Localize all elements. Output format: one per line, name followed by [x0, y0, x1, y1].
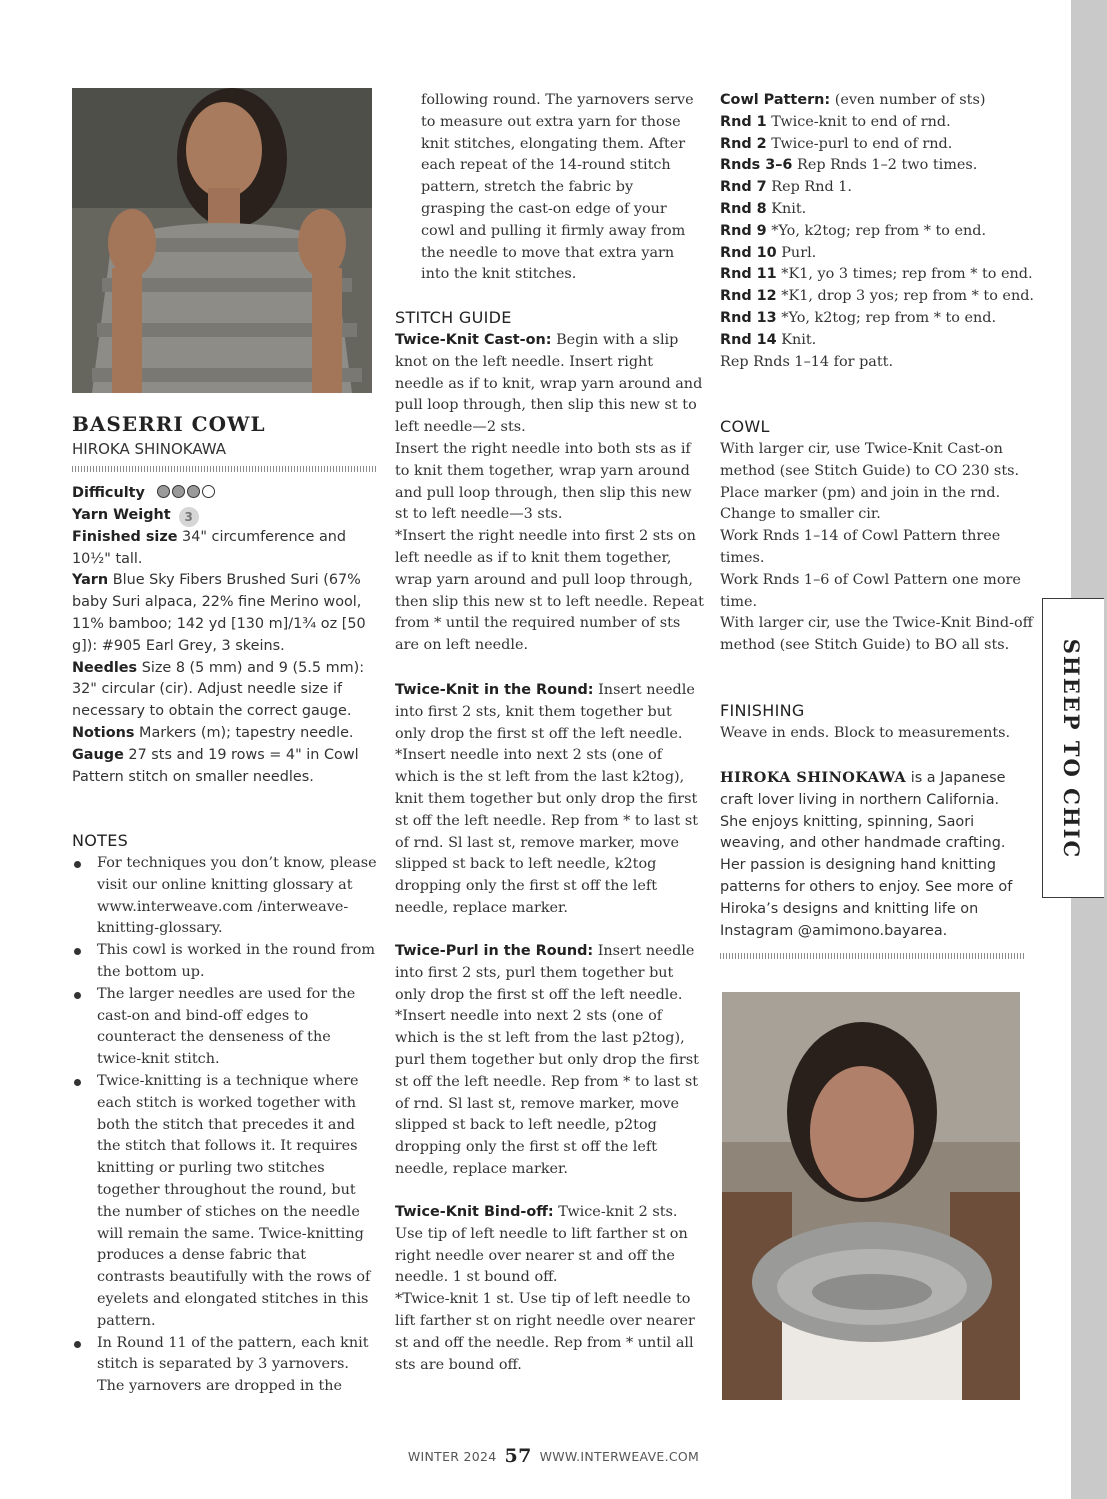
yarn-weight-icon: 3: [179, 507, 199, 527]
round-label: Rnd 9: [720, 222, 767, 239]
round-row: [720, 330, 1035, 352]
note-item: For techniques you don’t know, please visit our online knitting glossary at www.interweave.com /interweave-knitting-glossary.: [72, 853, 377, 940]
cowl-para: With larger cir, use Twice-Knit Cast-on method (see Stitch Guide) to CO 230 sts. Place marker (pm) and join in the rnd. Change to smaller cir.: [720, 441, 1020, 523]
round-row: [720, 221, 1035, 243]
round-label: Rnd 8: [720, 200, 767, 217]
notions-label: Notions: [72, 724, 135, 741]
difficulty-row: [72, 483, 372, 505]
notions-row: [72, 723, 372, 745]
cast-on-head: Twice-Knit Cast-on:: [395, 332, 552, 348]
cast-on-p2: Insert the right needle into both sts as if to knit them together, wrap yarn around and pull loop through, then slip this new st to left needle—3 sts.: [395, 440, 692, 523]
difficulty-circle-filled-icon: [172, 485, 185, 498]
bio-divider-rule: [720, 953, 1024, 959]
finished-size-row: [72, 527, 372, 571]
cowl-photo-top: [72, 88, 372, 393]
difficulty-label: Difficulty: [72, 485, 145, 501]
knit-round-section: [395, 680, 705, 920]
footer-site: WWW.INTERWEAVE.COM: [539, 1449, 700, 1464]
round-row: [720, 134, 1035, 156]
round-label: Rnd 12: [720, 288, 777, 305]
cowl-para: Work Rnds 1–6 of Cowl Pattern one more time.: [720, 571, 1021, 610]
round-label: Rnd 2: [720, 135, 767, 152]
round-text: *K1, drop 3 yos; rep from * to end.: [776, 288, 1035, 305]
round-label: Rnd 10: [720, 244, 777, 261]
pattern-title: BASERRI COWL: [72, 412, 266, 436]
divider-rule: [72, 466, 376, 472]
page-footer: [0, 1445, 1107, 1467]
cast-on-section: [395, 330, 705, 657]
pattern-repeat: Rep Rnds 1–14 for patt.: [720, 353, 894, 370]
round-label: Rnd 1: [720, 113, 767, 130]
page-number: 57: [504, 1445, 532, 1467]
difficulty-circle-filled-icon: [157, 485, 170, 498]
cowl-para: With larger cir, use the Twice-Knit Bind-off method (see Stitch Guide) to BO all sts.: [720, 615, 1033, 654]
finishing-heading: FINISHING: [720, 701, 805, 720]
round-text: *K1, yo 3 times; rep from * to end.: [776, 266, 1033, 283]
yarn-weight-row: [72, 505, 372, 527]
yarn-label: Yarn: [72, 572, 109, 589]
finishing-text: Weave in ends. Block to measurements.: [720, 725, 1011, 741]
round-label: Rnd 11: [720, 266, 777, 283]
bind-off-p2: *Twice-knit 1 st. Use tip of left needle to lift farther st on right needle over nearer st and off the needle. Rep from * until all sts are bound off.: [395, 1291, 695, 1373]
round-label: Rnd 13: [720, 309, 777, 326]
round-text: *Yo, k2tog; rep from * to end.: [776, 309, 997, 326]
cowl-para: Work Rnds 1–14 of Cowl Pattern three times.: [720, 528, 1001, 566]
round-row: [720, 243, 1035, 265]
round-text: Twice-purl to end of rnd.: [766, 135, 953, 152]
needles-row: [72, 658, 372, 723]
purl-round-section: [395, 941, 705, 1181]
difficulty-rating: [155, 485, 215, 501]
note-item: The larger needles are used for the cast-on and bind-off edges to counteract the denseness of the twice-knit stitch.: [72, 984, 377, 1071]
round-row: [720, 155, 1035, 177]
knit-round-head: Twice-Knit in the Round:: [395, 682, 594, 698]
purl-round-body: Insert needle into first 2 sts, purl them together but only drop the first st off the left needle. *Insert needle into next 2 sts (one of which is the st left from the last p2tog), purl them together but only drop the first st off the left needle. Rep from * to last st of rnd. Sl last st, remove marker, move slipped st back to left needle, p2tog dropping only the first st off the left needle, replace marker.: [395, 943, 699, 1177]
pattern-specs: [72, 483, 372, 788]
cast-on-p3: *Insert the right needle into first 2 sts on left needle as if to knit them together, wrap yarn around and pull loop through, then slip this new st to left needle. Repeat from * until the required number of sts are on left needle.: [395, 528, 704, 654]
notes-heading: NOTES: [72, 831, 129, 850]
cast-on-p1: Begin with a slip knot on the left needle. Insert right needle as if to knit, wrap yarn around and pull loop through, then slip this new st to left needle—2 sts.: [395, 332, 703, 436]
round-row: [720, 308, 1035, 330]
round-text: Purl.: [776, 244, 817, 261]
cowl-pattern-head: Cowl Pattern:: [720, 92, 831, 108]
bind-off-section: [395, 1202, 705, 1376]
bind-off-head: Twice-Knit Bind-off:: [395, 1204, 554, 1220]
stitch-guide-heading: STITCH GUIDE: [395, 308, 512, 327]
round-label: Rnd 7: [720, 179, 767, 196]
section-tab-label: SHEEP TO CHIC: [1059, 638, 1085, 860]
cowl-photo-top-illustration: [72, 88, 372, 393]
designer-bio: [720, 767, 1020, 942]
cowl-pattern-section: [720, 90, 1035, 373]
yarn-value: Blue Sky Fibers Brushed Suri (67% baby Suri alpaca, 22% fine Merino wool, 11% bamboo; 142 yd [130 m]/1¾ oz [50 g]): #905 Earl Grey, 3 skeins.: [72, 572, 366, 654]
round-label: Rnds 3–6: [720, 157, 793, 174]
cowl-instructions: [720, 439, 1035, 657]
cowl-photo-bottom-illustration: [722, 992, 1020, 1400]
notes-list: [72, 853, 377, 1398]
footer-issue: WINTER 2024: [407, 1449, 497, 1464]
note-item: Twice-knitting is a technique where each stitch is worked together with both the stitch that precedes it and the stitch that follows it. It requires knitting or purling two stitches together throughout the round, but the number of stiches on the needle will remain the same. Twice-knitting produces a dense fabric that contrasts beautifully with the rows of eyelets and elongated stitches in this pattern.: [72, 1071, 377, 1333]
section-tab: [1042, 598, 1104, 898]
round-row: [720, 286, 1035, 308]
yarn-row: [72, 570, 372, 657]
purl-round-head: Twice-Purl in the Round:: [395, 943, 594, 959]
round-text: Rep Rnds 1–2 two times.: [792, 157, 978, 174]
needles-label: Needles: [72, 659, 138, 676]
round-label: Rnd 14: [720, 331, 777, 348]
round-text: Rep Rnd 1.: [766, 179, 852, 196]
round-row: [720, 112, 1035, 134]
notes-continued: following round. The yarnovers serve to measure out extra yarn for those knit stitches, elongating them. After each repeat of the 14-round stitch pattern, stretch the fabric by grasping the cast-on edge of your cowl and pulling it firmly away from the needle to move that extra yarn into the knit stitches.: [421, 92, 694, 283]
round-text: *Yo, k2tog; rep from * to end.: [766, 222, 987, 239]
bio-name: HIROKA SHINOKAWA: [720, 769, 907, 786]
round-text: Twice-knit to end of rnd.: [766, 113, 951, 130]
gauge-row: [72, 745, 372, 789]
finished-size-label: Finished size: [72, 528, 178, 545]
notions-value: Markers (m); tapestry needle.: [134, 724, 354, 741]
yarn-weight-label: Yarn Weight: [72, 506, 171, 523]
note-item: This cowl is worked in the round from the bottom up.: [72, 940, 377, 984]
cowl-heading: COWL: [720, 417, 770, 436]
needles-value: Size 8 (5 mm) and 9 (5.5 mm): 32" circular (cir). Adjust needle size if necessary to obtain the correct gauge.: [72, 659, 365, 720]
designer-name: HIROKA SHINOKAWA: [72, 440, 227, 458]
difficulty-circle-empty-icon: [202, 485, 215, 498]
note-item: In Round 11 of the pattern, each knit stitch is separated by 3 yarnovers. The yarnovers are dropped in the: [72, 1333, 377, 1398]
gauge-label: Gauge: [72, 746, 124, 763]
round-row: [720, 177, 1035, 199]
cowl-pattern-note: (even number of sts): [830, 92, 986, 108]
round-text: Knit.: [766, 200, 807, 217]
difficulty-circle-filled-icon: [187, 485, 200, 498]
round-row: [720, 199, 1035, 221]
bio-text: is a Japanese craft lover living in northern California. She enjoys knitting, spinning, Saori weaving, and other handmade crafting. Her passion is designing hand knitting patterns for others to enjoy. See more of Hiroka’s designs and knitting life on Instagram @amimono.bayarea.: [720, 770, 1013, 939]
finished-size-value: 34" circumference and 10½" tall.: [72, 528, 347, 567]
gauge-value: 27 sts and 19 rows = 4" in Cowl Pattern stitch on smaller needles.: [72, 746, 359, 785]
round-row: [720, 264, 1035, 286]
knit-round-body: Insert needle into first 2 sts, knit them together but only drop the first st off the left needle. *Insert needle into next 2 sts (one of which is the st left from the last k2tog), knit them together but only drop the first st off the left needle. Rep from * to last st of rnd. Sl last st, remove marker, move slipped st back to left needle, k2tog dropping only the first st off the left needle, replace marker.: [395, 682, 699, 916]
round-text: Knit.: [776, 331, 817, 348]
cowl-photo-bottom: [722, 992, 1020, 1400]
bind-off-p1: Twice-knit 2 sts. Use tip of left needle to lift farther st on right needle over nearer st and off the needle. 1 st bound off.: [395, 1204, 688, 1286]
